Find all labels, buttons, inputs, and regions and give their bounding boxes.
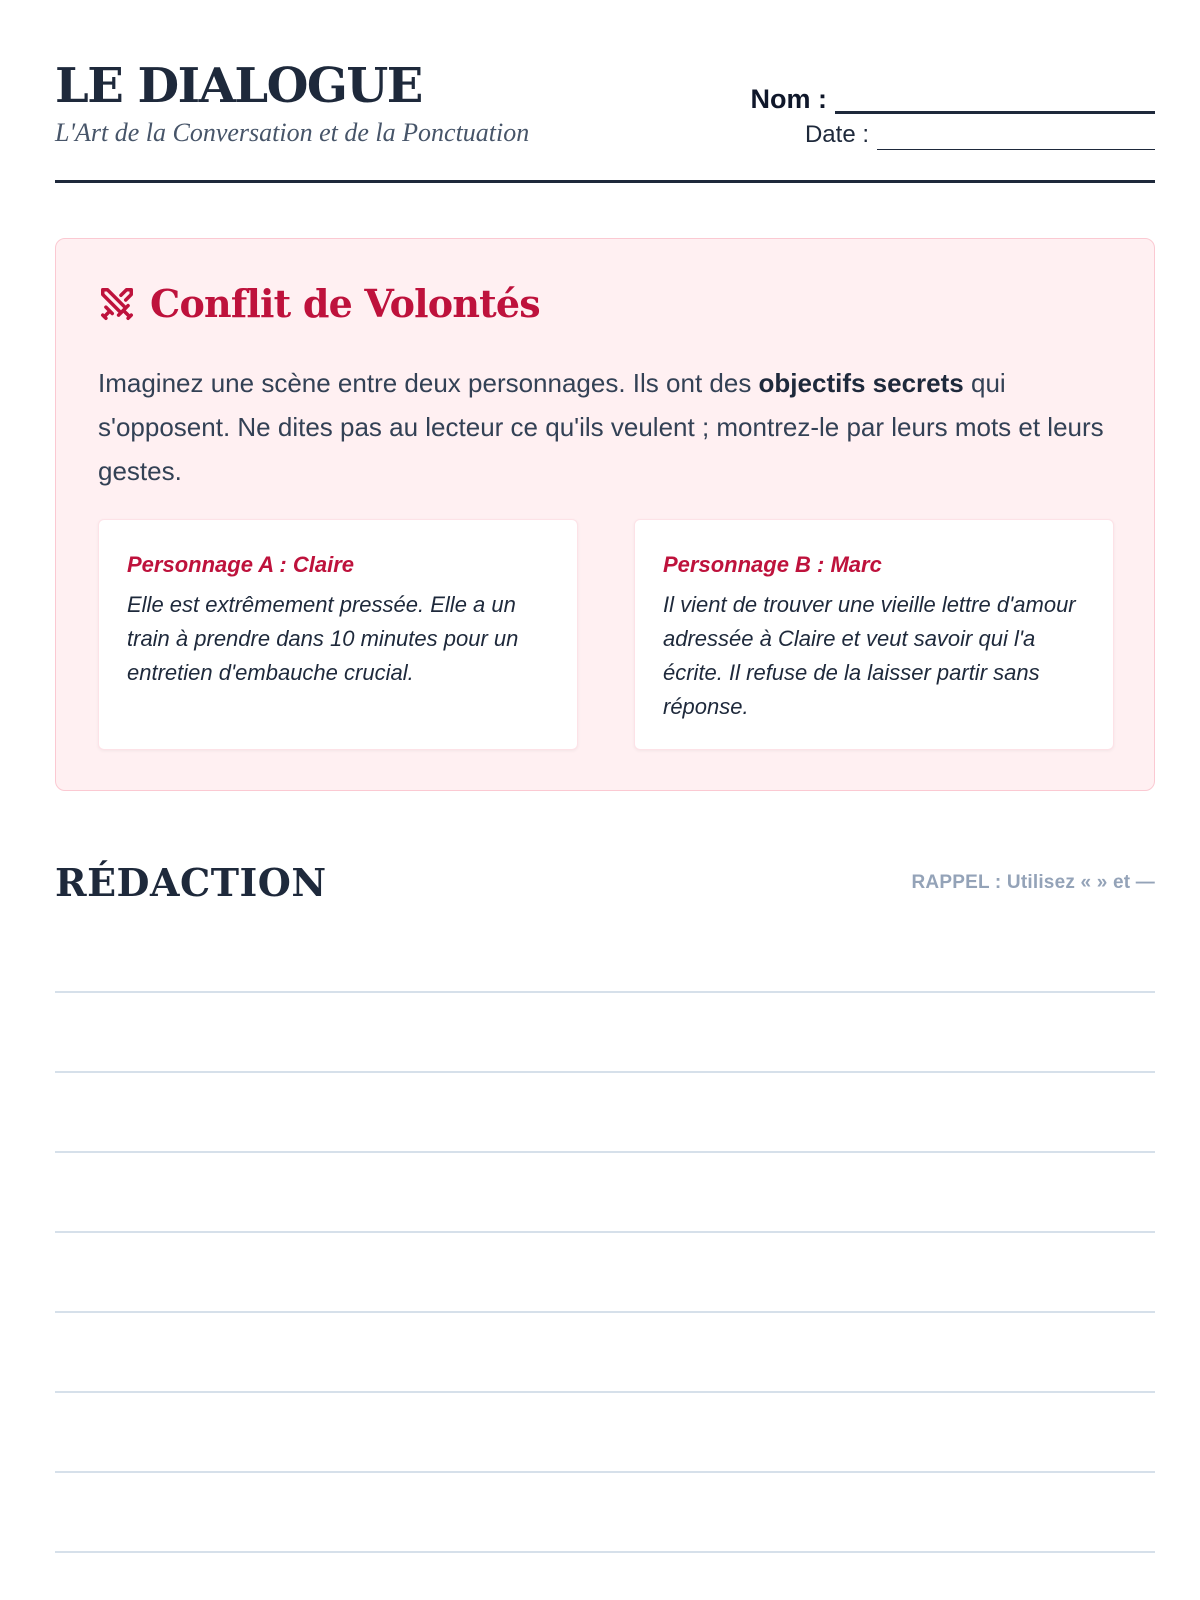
- instructions-emphasis: objectifs secrets: [758, 368, 964, 398]
- character-a-name: Personnage A : Claire: [127, 552, 354, 577]
- conflict-instructions: [98, 361, 1118, 493]
- conflict-box: [55, 238, 1155, 791]
- writing-line[interactable]: [55, 1551, 1155, 1553]
- writing-line[interactable]: [55, 1151, 1155, 1153]
- date-label: Date :: [804, 121, 869, 148]
- punctuation-reminder: RAPPEL : Utilisez « » et —: [911, 872, 1155, 893]
- date-field[interactable]: [735, 120, 1155, 150]
- date-blank-line[interactable]: [877, 126, 1155, 150]
- nom-label: Nom :: [750, 84, 827, 114]
- writing-line[interactable]: [55, 1391, 1155, 1393]
- character-b-description: Il vient de trouver une vieille lettre d'amour adressée à Claire et veut savoir qui l'a écrite. Il refuse de la laisser partir sans réponse.: [663, 592, 1076, 719]
- writing-line[interactable]: [55, 1471, 1155, 1473]
- header-divider: [55, 180, 1155, 183]
- character-a-description: Elle est extrêmement pressée. Elle a un train à prendre dans 10 minutes pour un entretien d'embauche crucial.: [127, 592, 519, 685]
- character-b-name: Personnage B : Marc: [663, 552, 882, 577]
- writing-line[interactable]: [55, 991, 1155, 993]
- writing-line[interactable]: [55, 1071, 1155, 1073]
- instructions-text-start: Imaginez une scène entre deux personnages. Ils ont des: [98, 368, 759, 398]
- worksheet-header: [55, 58, 1155, 184]
- redaction-title: RÉDACTION: [55, 860, 327, 905]
- character-card-a: [98, 519, 578, 750]
- worksheet-page: [55, 0, 1155, 1600]
- writing-line[interactable]: [55, 1231, 1155, 1233]
- nom-blank-line[interactable]: [835, 90, 1155, 114]
- writing-line[interactable]: [55, 1311, 1155, 1313]
- conflict-heading: [98, 281, 540, 326]
- student-fields: [735, 84, 1155, 150]
- instructions-text-end: qui s'opposent. Ne dites pas au lecteur ce qu'ils veulent ; montrez-le par leurs mots et leurs gestes.: [98, 368, 1104, 486]
- worksheet-title: LE DIALOGUE: [55, 58, 422, 114]
- conflict-title: Conflit de Volontés: [150, 281, 540, 326]
- nom-field[interactable]: [735, 84, 1155, 114]
- worksheet-subtitle: L'Art de la Conversation et de la Ponctuation: [55, 118, 530, 147]
- crossed-swords-icon: [98, 285, 136, 323]
- character-card-b: [634, 519, 1114, 750]
